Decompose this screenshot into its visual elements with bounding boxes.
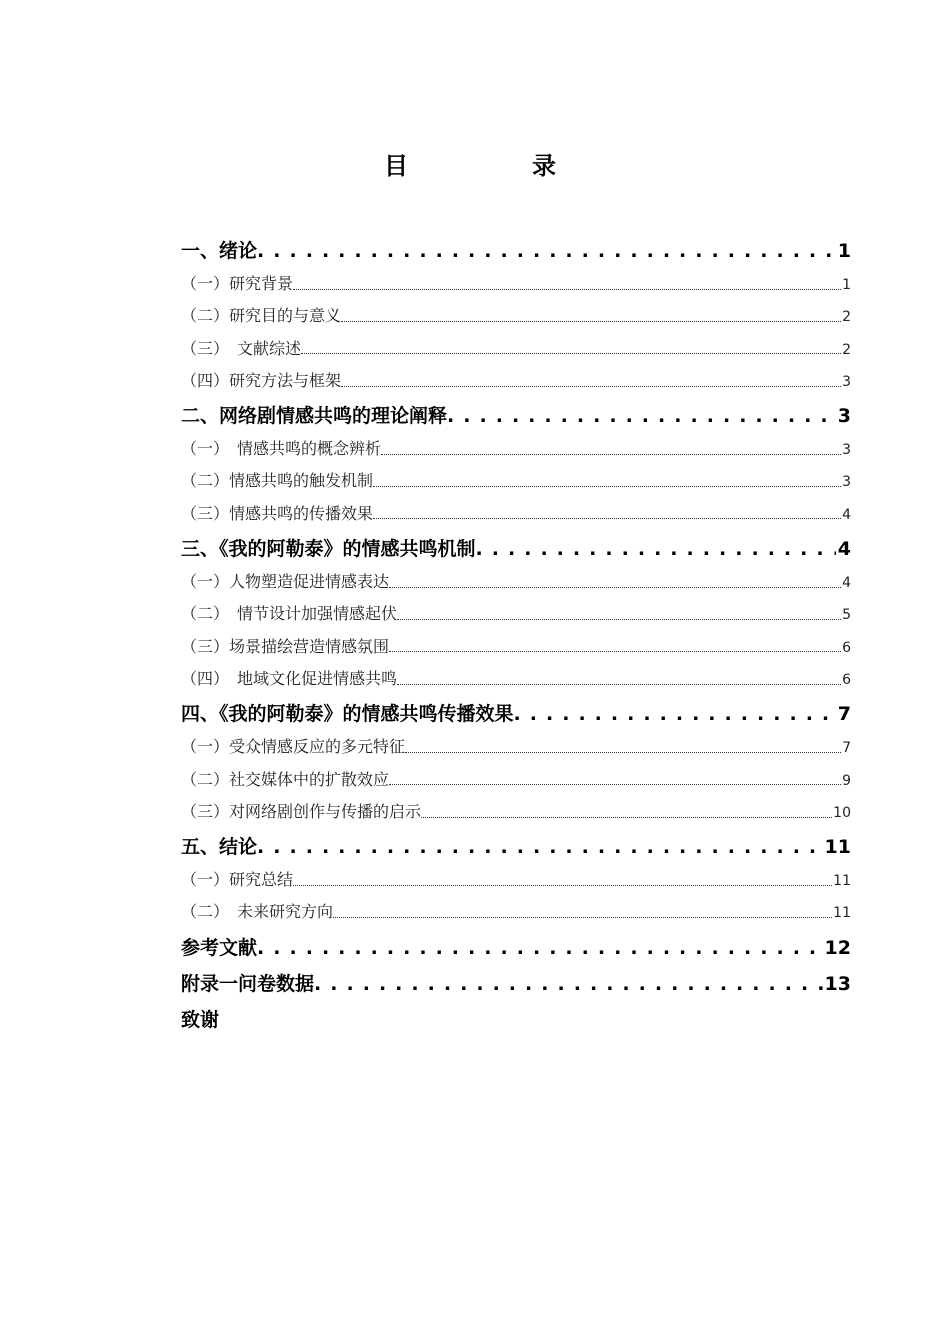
toc-section-entry[interactable] [181,333,851,365]
toc-chapter-entry[interactable] [181,967,851,1001]
toc-entry-label: 五、结论 [181,836,258,859]
toc-page-number: 11 [824,836,851,859]
toc-entry-label: （二）社交媒体中的扩散效应 [181,769,390,789]
toc-section-entry[interactable] [181,566,851,598]
toc-entry-label: （三）对网络剧创作与传播的启示 [181,801,422,821]
toc-chapter-entry[interactable] [181,399,851,433]
toc-entry-label: 二、网络剧情感共鸣的理论阐释 [181,405,448,428]
toc-page-number: 3 [837,405,851,428]
toc-page-number: 6 [842,639,851,656]
toc-section-entry[interactable] [181,300,851,332]
toc-page-number: 2 [842,309,851,326]
toc-section-entry[interactable] [181,796,851,828]
toc-page-number: 1 [842,277,851,293]
toc-entry-label: 致谢 [181,1008,220,1031]
toc-dot-leader [514,697,836,731]
toc-entry-label: （四）研究方法与框架 [181,370,342,390]
toc-chapter-entry[interactable] [181,234,851,268]
toc-dot-leader [257,234,836,268]
toc-entry-label: （三）场景描绘营造情感氛围 [181,636,390,656]
toc-page-number: 12 [824,936,851,959]
toc-entry-label: （二）研究目的与意义 [181,306,342,326]
toc-page-number: 3 [842,442,851,459]
toc-page-number: 11 [833,873,851,890]
toc-chapter-entry[interactable] [181,931,851,965]
toc-entry-label: （二） 未来研究方向 [181,902,334,922]
toc-entry-label: 参考文献 [181,936,258,959]
toc-dot-leader [447,399,836,433]
toc-dot-leader [389,784,841,785]
toc-entry-label: （二） 情节设计加强情感起伏 [181,604,398,624]
toc-section-entry[interactable] [181,631,851,663]
toc-page-number: 1 [837,240,851,262]
toc-section-entry[interactable] [181,764,851,796]
toc-entry-label: （四） 地域文化促进情感共鸣 [181,668,398,688]
toc-dot-leader [293,885,832,886]
toc-entry-label: （二）情感共鸣的触发机制 [181,471,374,491]
toc-entry-label: 四、《我的阿勒泰》的情感共鸣传播效果 [181,703,514,726]
table-of-contents [181,232,851,1037]
toc-entry-label: 三、《我的阿勒泰》的情感共鸣机制 [181,538,476,561]
toc-section-entry[interactable] [181,663,851,695]
toc-chapter-entry[interactable] [181,830,851,864]
toc-entry-label: （三）情感共鸣的传播效果 [181,503,374,523]
toc-section-entry[interactable] [181,465,851,497]
toc-dot-leader [397,619,841,620]
toc-page-number: 5 [842,607,851,624]
toc-page-number: 11 [833,905,851,922]
toc-entry-label: （一）人物塑造促进情感表达 [181,572,390,592]
toc-dot-leader [397,684,841,685]
toc-entry-label: （一）研究背景 [181,274,294,293]
toc-page-number: 7 [837,703,851,726]
toc-page-number: 3 [842,474,851,491]
toc-dot-leader [389,651,841,652]
toc-dot-leader [333,917,832,918]
toc-dot-leader [421,817,832,818]
toc-dot-leader [381,454,841,455]
toc-dot-leader [293,289,841,290]
toc-entry-label: （一）研究总结 [181,870,294,890]
toc-page-number: 4 [842,506,851,523]
toc-section-entry[interactable] [181,864,851,896]
toc-entry-label: （一） 情感共鸣的概念辨析 [181,439,382,459]
toc-dot-leader [257,830,823,864]
toc-page-number: 3 [842,373,851,390]
toc-chapter-entry[interactable] [181,1003,851,1037]
toc-title: 目 录 [384,151,606,180]
toc-page-number: 6 [842,671,851,688]
toc-section-entry[interactable] [181,598,851,630]
toc-dot-leader [389,587,841,588]
toc-dot-leader [301,353,841,354]
toc-chapter-entry[interactable] [181,532,851,566]
toc-section-entry[interactable] [181,433,851,465]
toc-page-number: 7 [842,740,851,757]
toc-entry-label: （一）受众情感反应的多元特征 [181,737,406,757]
toc-page-number: 2 [842,341,851,358]
toc-section-entry[interactable] [181,268,851,300]
toc-dot-leader [373,486,841,487]
toc-dot-leader [341,321,841,322]
toc-page-number: 10 [833,804,851,821]
toc-dot-leader [314,967,823,1001]
toc-entry-label: （三） 文献综述 [181,338,302,358]
toc-page-number: 13 [824,972,851,995]
toc-section-entry[interactable] [181,498,851,530]
toc-entry-label: 附录一问卷数据 [181,972,315,995]
toc-dot-leader [405,752,841,753]
toc-dot-leader [341,386,841,387]
toc-dot-leader [373,518,841,519]
toc-section-entry[interactable] [181,896,851,928]
toc-page-number: 4 [837,538,851,561]
toc-dot-leader [257,931,823,965]
toc-dot-leader [476,532,836,566]
toc-chapter-entry[interactable] [181,697,851,731]
toc-page-number: 4 [842,575,851,592]
toc-section-entry[interactable] [181,365,851,397]
toc-entry-label: 一、绪论 [181,240,258,262]
toc-page-number: 9 [842,772,851,789]
toc-section-entry[interactable] [181,731,851,763]
